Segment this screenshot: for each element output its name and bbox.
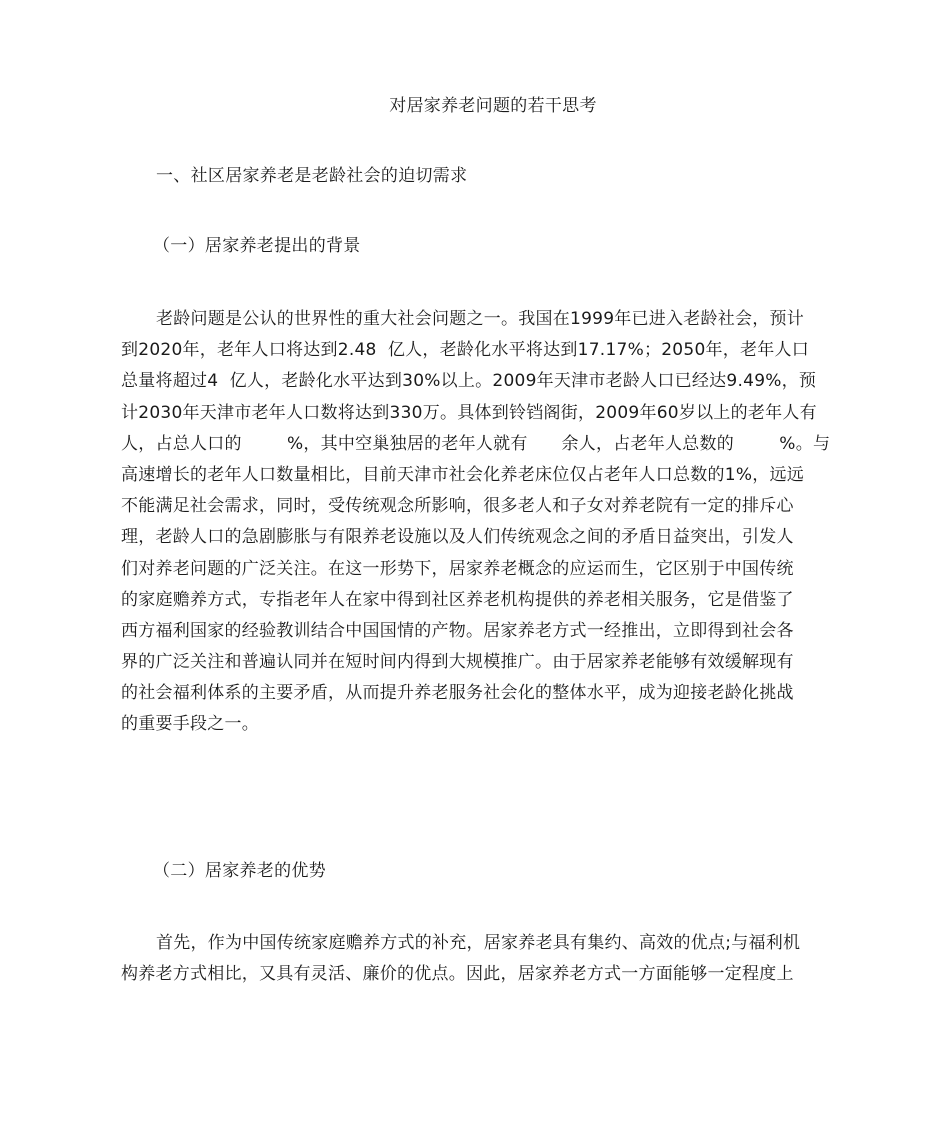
subsection-heading-background: （一）居家养老提出的背景 xyxy=(153,236,361,256)
document-title: 对居家养老问题的若干思考 xyxy=(389,96,597,116)
subsection-heading-advantages: （二）居家养老的优势 xyxy=(153,861,326,881)
paragraph-line: 人，占总人口的 %，其中空巢独居的老年人就有 余人，占老年人总数的 %。与 xyxy=(121,433,831,454)
paragraph-line: 的重要手段之一。 xyxy=(121,714,259,735)
paragraph-line: 西方福利国家的经验教训结合中国国情的产物。居家养老方式一经推出，立即得到社会各 xyxy=(121,620,794,641)
paragraph-background xyxy=(121,304,833,741)
paragraph-line: 到2020年，老年人口将达到2.48 亿人，老龄化水平将达到17.17%；2050年，老年人口 xyxy=(121,340,810,361)
paragraph-line: 构养老方式相比，又具有灵活、廉价的优点。因此，居家养老方式一方面能够一定程度上 xyxy=(121,964,794,985)
paragraph-line: 界的广泛关注和普遍认同并在短时间内得到大规模推广。由于居家养老能够有效缓解现有 xyxy=(121,652,794,673)
paragraph-line: 计2030年天津市老年人口数将达到330万。具体到铃铛阁街，2009年60岁以上的老年人有 xyxy=(121,402,817,423)
section-heading: 一、社区居家养老是老龄社会的迫切需求 xyxy=(156,166,468,186)
paragraph-line: 们对养老问题的广泛关注。在这一形势下，居家养老概念的应运而生，它区别于中国传统 xyxy=(121,558,794,579)
paragraph-line: 不能满足社会需求，同时，受传统观念所影响，很多老人和子女对养老院有一定的排斥心 xyxy=(121,496,794,517)
paragraph-line: 老龄问题是公认的世界性的重大社会问题之一。我国在1999年已进入老龄社会，预计 xyxy=(156,309,805,329)
paragraph-line: 的家庭赡养方式，专指老年人在家中得到社区养老机构提供的养老相关服务，它是借鉴了 xyxy=(121,589,794,610)
paragraph-advantages xyxy=(121,928,833,990)
paragraph-line: 首先，作为中国传统家庭赡养方式的补充，居家养老具有集约、高效的优点;与福利机 xyxy=(156,933,801,953)
paragraph-line: 总量将超过4 亿人，老龄化水平达到30%以上。2009年天津市老龄人口已经达9.49%，预 xyxy=(121,371,817,392)
paragraph-line: 高速增长的老年人口数量相比，目前天津市社会化养老床位仅占老年人口总数的1%，远远 xyxy=(121,464,804,485)
paragraph-line: 理，老龄人口的急剧膨胀与有限养老设施以及人们传统观念之间的矛盾日益突出，引发人 xyxy=(121,527,794,548)
paragraph-line: 的社会福利体系的主要矛盾，从而提升养老服务社会化的整体水平，成为迎接老龄化挑战 xyxy=(121,683,794,704)
